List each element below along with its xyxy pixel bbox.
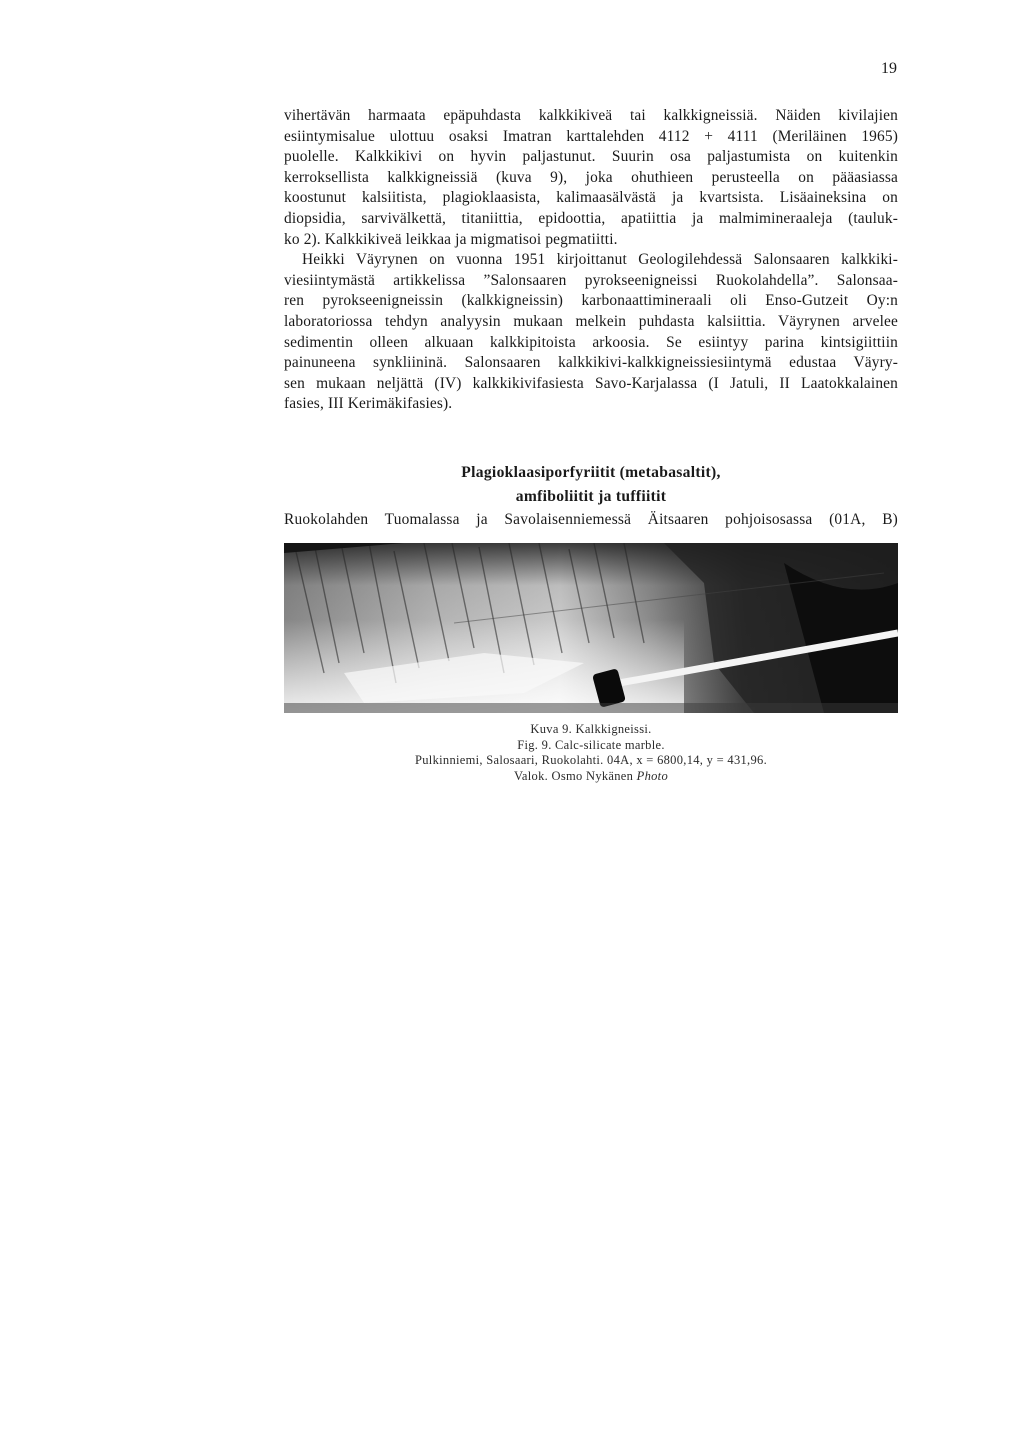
caption-location: Pulkinniemi, Salosaari, Ruokolahti. 04A, x = 6800,14, y = 431,96.	[415, 753, 767, 767]
page-number: 19	[881, 60, 897, 77]
text-line: sedimentin olleen alkuaan kalkkipitoista arkoosia. Se esiintyy parina kintsigiittiin	[284, 333, 898, 351]
caption-credit	[284, 769, 898, 785]
text-line: laboratoriossa tehdyn analyysin mukaan melkein puhdasta kalsiittia. Väyrynen arvelee	[284, 312, 898, 330]
text-line: diopsidia, sarvivälkettä, titaniittia, epidoottia, apatiittia ja malmimineraaleja (tauluk-	[284, 209, 898, 227]
caption-finnish: Kuva 9. Kalkkigneissi.	[530, 722, 652, 736]
text-line: vihertävän harmaata epäpuhdasta kalkkikiveä tai kalkkigneissiä. Näiden kivilajien	[284, 107, 898, 124]
caption-credit-photo: Photo	[636, 768, 668, 783]
paragraph-2	[284, 250, 898, 415]
paragraph-1	[284, 106, 898, 250]
text-line: Heikki Väyrynen on vuonna 1951 kirjoittanut Geologilehdessä Salonsaaren kalkkiki-	[302, 251, 898, 269]
body-text	[284, 106, 898, 415]
text-line: painuneena synkliininä. Salonsaaren kalkkikivi-kalkkigneissiesiintymä edustaa Väyry-	[284, 354, 898, 372]
text-line: ko 2). Kalkkikiveä leikkaa ja migmatisoi pegmatiitti.	[284, 230, 618, 248]
text-line: koostunut kalsiitista, plagioklaasista, kalimaasälvästä ja kvartsista. Lisäaineksina on	[284, 189, 898, 207]
caption-english: Fig. 9. Calc-silicate marble.	[517, 737, 665, 752]
figure-caption	[284, 722, 898, 784]
text-line: viesiintymästä artikkelissa ”Salonsaaren pyrokseenigneissi Ruokolahdella”. Salonsaa-	[284, 271, 898, 289]
rock-outcrop-photo	[284, 543, 898, 713]
text-line: ren pyrokseenigneissin (kalkkigneissin) karbonaattimineraali oli Enso-Gutzeit Oy:n	[284, 292, 898, 310]
caption-credit-text: Valok. Osmo Nykänen	[513, 768, 637, 783]
text-line: puolelle. Kalkkikivi on hyvin paljastunut. Suurin osa paljastumista on kuitenkin	[284, 148, 898, 166]
section-heading-line-2: amfiboliitit ja tuffiitit	[515, 488, 667, 505]
section-heading-line-1: Plagioklaasiporfyriitit (metabasaltit),	[461, 464, 721, 481]
text-line: kerroksellista kalkkigneissiä (kuva 9), joka ohuthieen perusteella on pääasiassa	[284, 168, 898, 186]
section-heading	[284, 461, 898, 509]
text-line: sen mukaan neljättä (IV) kalkkikivifasiesta Savo-Karjalassa (I Jatuli, II Laatokkalainen	[284, 374, 898, 392]
location-line: Ruokolahden Tuomalassa ja Savolaisenniemessä Äitsaaren pohjoisosassa (01A, B)	[284, 511, 898, 528]
photo-illustration	[284, 543, 898, 713]
text-line: fasies, III Kerimäkifasies).	[284, 395, 453, 413]
text-line: esiintymisalue ulottuu osaksi Imatran karttalehden 4112 + 4111 (Meriläinen 1965)	[284, 127, 898, 145]
